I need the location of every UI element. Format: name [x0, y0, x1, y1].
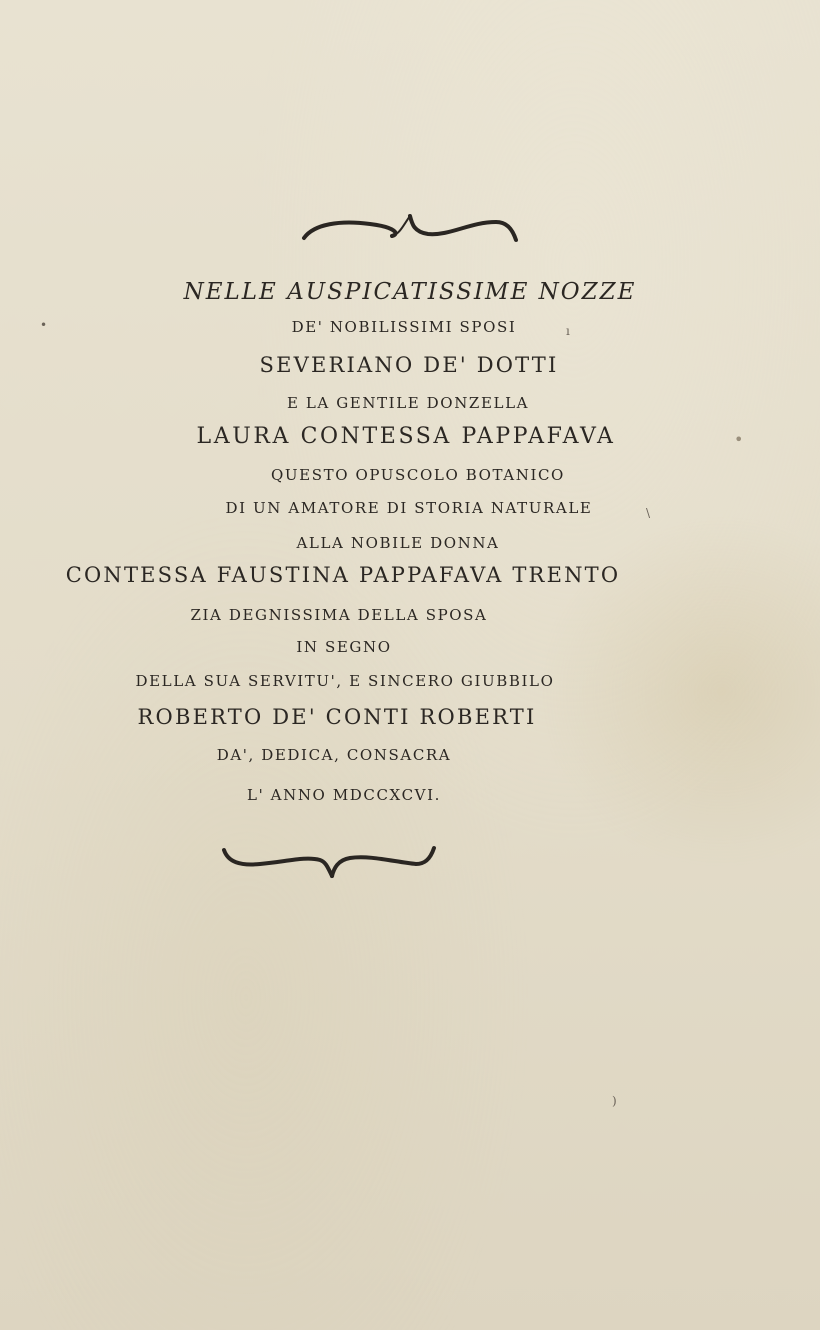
top-flourish-ornament — [0, 210, 820, 250]
dedication-line-10: ZIA DEGNISSIMA DELLA SPOSA — [190, 606, 488, 624]
dedication-line-15: L' ANNO MDCCXCVI. — [247, 786, 441, 804]
dedication-line-9: CONTESSA FAUSTINA PAPPAFAVA TRENTO — [65, 563, 621, 587]
bottom-flourish-ornament — [0, 842, 820, 882]
dedication-line-6: QUESTO OPUSCOLO BOTANICO — [271, 466, 565, 484]
dedication-line-3: SEVERIANO DE' DOTTI — [259, 353, 559, 377]
dedication-line-11: IN SEGNO — [296, 638, 392, 656]
paper-speck: \ — [646, 506, 651, 520]
dedication-line-12: DELLA SUA SERVITU', E SINCERO GIUBBILO — [135, 672, 555, 690]
flourish-icon — [300, 210, 520, 246]
paper-speck: • — [734, 430, 744, 449]
dedication-line-8: ALLA NOBILE DONNA — [296, 534, 500, 552]
paper-speck: ı — [566, 324, 570, 338]
flourish-icon — [220, 842, 440, 882]
dedication-line-2: DE' NOBILISSIMI SPOSI — [291, 318, 517, 336]
dedication-line-7: DI UN AMATORE DI STORIA NATURALE — [225, 499, 593, 517]
dedication-line-1: NELLE AUSPICATISSIME NOZZE — [183, 279, 637, 305]
paper-speck: • — [40, 318, 48, 332]
dedication-line-4: E LA GENTILE DONZELLA — [286, 394, 530, 412]
dedication-line-13: ROBERTO DE' CONTI ROBERTI — [137, 705, 537, 729]
dedication-line-14: DA', DEDICA, CONSACRA — [216, 746, 452, 764]
dedication-line-5: LAURA CONTESSA PAPPAFAVA — [196, 424, 616, 449]
paper-speck: ) — [612, 1094, 617, 1108]
